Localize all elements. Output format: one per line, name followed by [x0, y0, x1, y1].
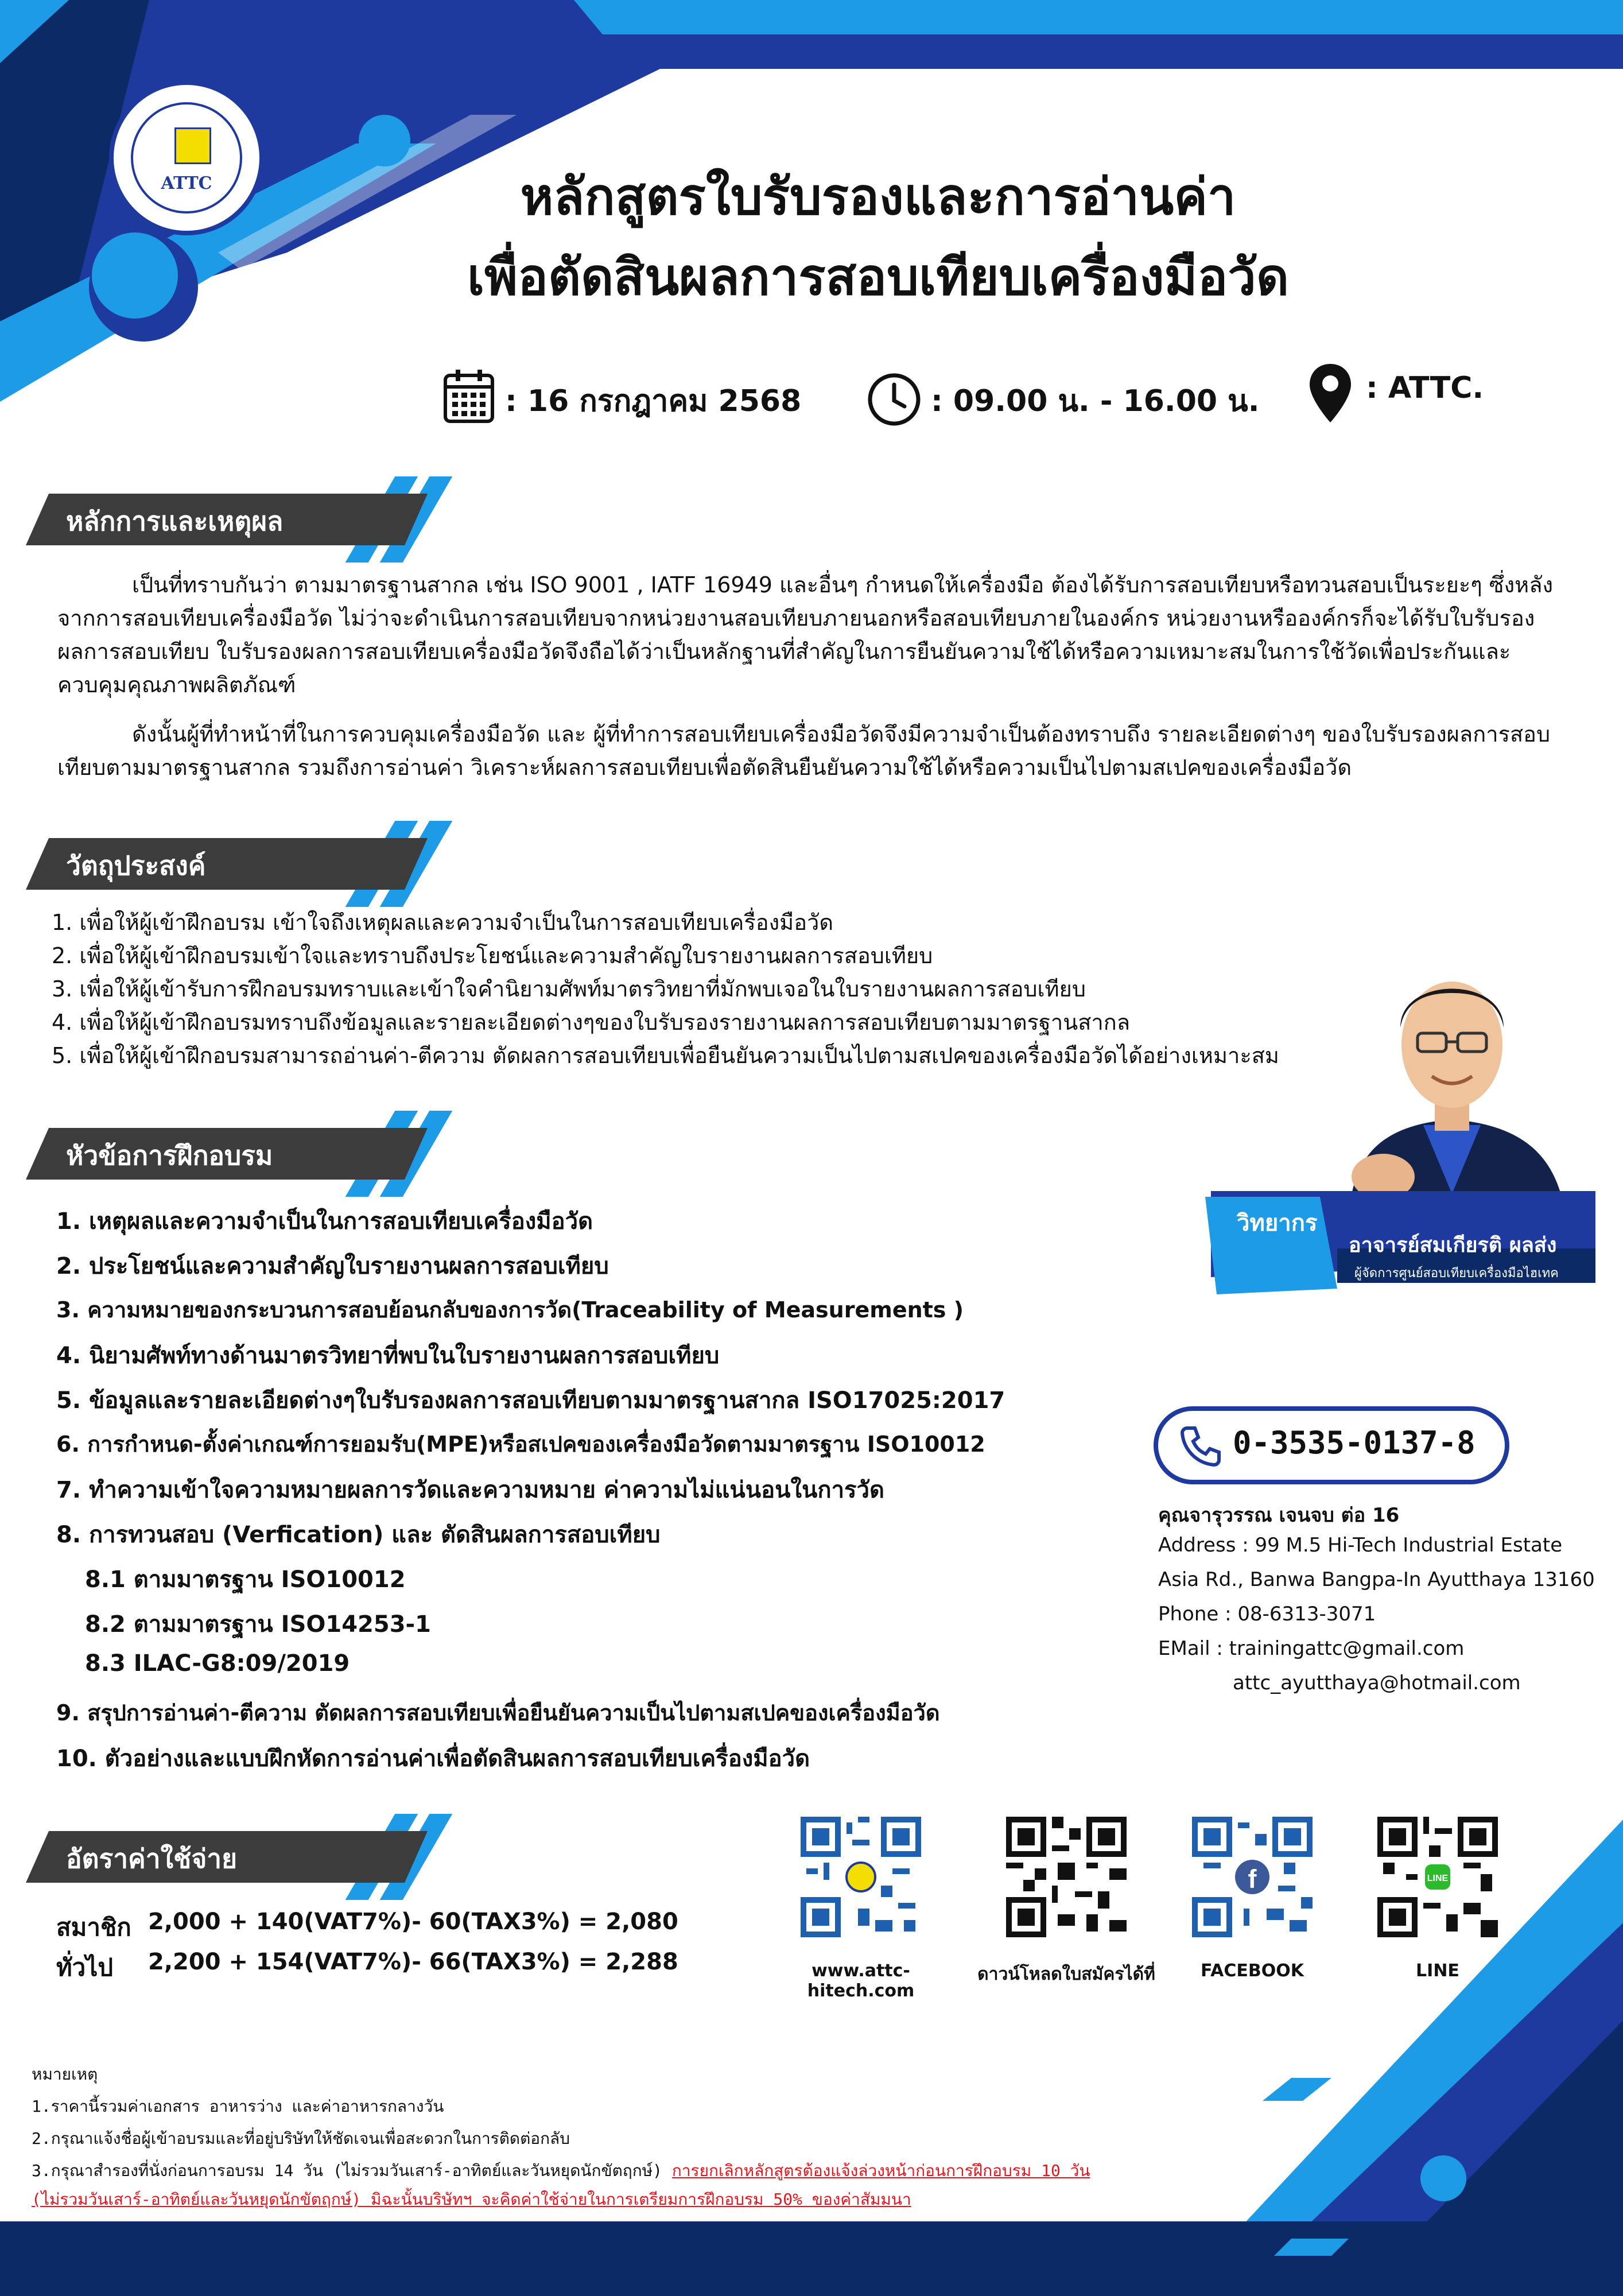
qr-caption-facebook[interactable]: FACEBOOK	[1201, 1961, 1304, 1981]
section-label: วัตถุประสงค์	[66, 850, 206, 881]
note-3	[32, 2158, 1090, 2183]
notes-heading: หมายเหตุ	[32, 2065, 98, 2084]
topic-item: 3. ความหมายของกระบวนการสอบย้อนกลับของการวัด(Traceability of Measurements )	[56, 1297, 964, 1322]
qr-code-facebook[interactable]	[1192, 1817, 1313, 1937]
topic-subitem: 8.3 ILAC-G8:09/2019	[85, 1650, 350, 1677]
topic-item: 2. ประโยชน์และความสำคัญใบรายงานผลการสอบเทียบ	[56, 1253, 609, 1279]
qr-code-application[interactable]	[1006, 1817, 1127, 1937]
section-label: อัตราค่าใช้จ่าย	[66, 1843, 238, 1874]
objective-item: 1. เพื่อให้ผู้เข้าฝึกอบรม เข้าใจถึงเหตุผลและความจำเป็นในการสอบเทียบเครื่องมือวัด	[52, 910, 834, 935]
contact-address-2: Asia Rd., Banwa Bangpa-In Ayutthaya 13160	[1158, 1568, 1595, 1591]
fee-member-value: 2,000 + 140(VAT7%)- 60(TAX3%) = 2,080	[148, 1909, 678, 1935]
objective-item: 3. เพื่อให้ผู้เข้ารับการฝึกอบรมทราบและเข้าใจคำนิยามศัพท์มาตรวิทยาที่มักพบเจอในใบรายงานผลการสอบเทียบ	[52, 976, 1086, 1002]
topic-subitem: 8.1 ตามมาตรฐาน ISO10012	[85, 1566, 406, 1593]
topic-item: 6. การกำหนด-ตั้งค่าเกณฑ์การยอมรับ(MPE)หรือสเปคของเครื่องมือวัดตามมาตรฐาน ISO10012	[56, 1432, 985, 1457]
contact-email-1[interactable]: EMail : trainingattc@gmail.com	[1158, 1637, 1465, 1660]
qr-caption-line[interactable]: LINE	[1416, 1961, 1459, 1981]
topic-item: 1. เหตุผลและความจำเป็นในการสอบเทียบเครื่องมือวัด	[56, 1208, 593, 1235]
event-time: : 09.00 น. - 16.00 น.	[931, 384, 1260, 418]
contact-person: คุณจารุวรรณ เจนจบ ต่อ 16	[1158, 1504, 1400, 1527]
trainer-photo	[1331, 930, 1572, 1228]
note-3-continued: (ไม่รวมวันเสาร์-อาทิตย์และวันหยุดนักขัตฤกษ์) มิฉะนั้นบริษัทฯ จะคิดค่าใช้จ่ายในการเตรียมการฝึกอบรม 50% ของค่าสัมมนา	[32, 2190, 911, 2209]
phone-icon	[1179, 1424, 1222, 1467]
section-header-objectives	[26, 838, 462, 890]
topic-subitem: 8.2 ตามมาตรฐาน ISO14253-1	[85, 1611, 431, 1638]
contact-email-2[interactable]: attc_ayutthaya@hotmail.com	[1233, 1671, 1521, 1694]
topic-item: 10. ตัวอย่างและแบบฝึกหัดการอ่านค่าเพื่อตัดสินผลการสอบเทียบเครื่องมือวัด	[56, 1746, 810, 1772]
svg-text:f: f	[1248, 1864, 1257, 1894]
location-pin-icon	[1307, 362, 1353, 425]
note-2: 2.กรุณาแจ้งชื่อผู้เข้าอบรมและที่อยู่บริษัทให้ชัดเจนเพื่อสะดวกในการติดต่อกลับ	[32, 2129, 570, 2148]
fee-general-value: 2,200 + 154(VAT7%)- 66(TAX3%) = 2,288	[148, 1949, 678, 1975]
objective-item: 5. เพื่อให้ผู้เข้าฝึกอบรมสามารถอ่านค่า-ตีความ ตัดผลการสอบเทียบเพื่อยืนยันความเป็นไปตามสเปคของเครื่องมือวัดได้อย่างเหมาะสม	[52, 1043, 1279, 1068]
logo-ring	[131, 102, 242, 214]
trainer-title: ผู้จัดการศูนย์สอบเทียบเครื่องมือไฮเทค	[1354, 1266, 1559, 1281]
logo-text: ATTC	[161, 173, 212, 193]
qr-caption-application[interactable]: ดาวน์โหลดใบสมัครได้ที่	[977, 1964, 1155, 1984]
logo-emblem-icon	[174, 127, 211, 164]
company-logo	[109, 80, 264, 235]
section-header-topics	[26, 1128, 462, 1180]
attc-logo-icon	[847, 1863, 875, 1891]
svg-text:LINE: LINE	[1427, 1874, 1449, 1883]
note-1: 1.ราคานี้รวมค่าเอกสาร อาหารว่าง และค่าอาหารกลางวัน	[32, 2097, 444, 2116]
trainer-role: วิทยากร	[1237, 1210, 1318, 1236]
calendar-icon	[443, 367, 495, 425]
topic-item: 9. สรุปการอ่านค่า-ตีความ ตัดผลการสอบเทียบเพื่อยืนยันความเป็นไปตามสเปคของเครื่องมือวัด	[56, 1700, 940, 1725]
event-date: : 16 กรกฎาคม 2568	[505, 384, 802, 418]
phone-number: 0-3535-0137-8	[1233, 1425, 1476, 1461]
contact-address-1: Address : 99 M.5 Hi-Tech Industrial Estate	[1158, 1534, 1563, 1557]
section-label: หัวข้อการฝึกอบรม	[66, 1140, 273, 1171]
qr-code-website[interactable]	[801, 1817, 921, 1937]
section-header-principle	[26, 494, 462, 545]
qr-caption-website[interactable]: www.attc-hitech.com	[807, 1961, 915, 2001]
qr-code-line[interactable]	[1377, 1817, 1498, 1937]
phone-pill[interactable]	[1154, 1406, 1509, 1484]
event-location: : ATTC.	[1366, 371, 1484, 405]
title-line-1: หลักสูตรใบรับรองและการอ่านค่า	[520, 167, 1236, 226]
section-label: หลักการและเหตุผล	[66, 506, 284, 537]
principle-paragraph-1: เป็นที่ทราบกันว่า ตามมาตรฐานสากล เช่น ISO 9001 , IATF 16949 และอื่นๆ กำหนดให้เครื่องมือ ต้องได้รับการสอบเทียบหรือทวนสอบเป็นระยะๆ ซึ่งหลังจากการสอบเทียบเครื่องมือวัด ไม่ว่าจะดำเนินการสอบเทียบจากหน่วยงานสอบเทียบภายนอกหรือสอบเทียบภายในองค์กร หน่วยงานหรือองค์กรก็จะได้รับใบรับรองผลการสอบเทียบ ใบรับรองผลการสอบเทียบเครื่องมือวัดจึงถือได้ว่าเป็นหลักฐานที่สำคัญในการยืนยันความใช้ได้หรือความเหมาะสมในการใช้วัดเพื่อประกันและควบคุมคุณภาพผลิตภัณฑ์	[57, 572, 1554, 697]
principle-paragraph-2: ดังนั้นผู้ที่ทำหน้าที่ในการควบคุมเครื่องมือวัด และ ผู้ที่ทำการสอบเทียบเครื่องมือวัดจึงมีความจำเป็นต้องทราบถึง รายละเอียดต่างๆ ของใบรับรองผลการสอบเทียบตามมาตรฐานสากล รวมถึงการอ่านค่า วิเคราะห์ผลการสอบเทียบเพื่อตัดสินยืนยันความใช้ได้หรือความเป็นไปตามสเปคของเครื่องมือวัด	[57, 722, 1551, 780]
objective-item: 4. เพื่อให้ผู้เข้าฝึกอบรมทราบถึงข้อมูลและรายละเอียดต่างๆของใบรับรองรายงานผลการสอบเทียบตามมาตรฐานสากล	[52, 1010, 1131, 1035]
fee-member-label: สมาชิก	[56, 1913, 131, 1941]
note-3-text: 3.กรุณาสำรองที่นั่งก่อนการอบรม 14 วัน (ไม่รวมวันเสาร์-อาทิตย์และวันหยุดนักขัตฤกษ์)	[32, 2161, 672, 2180]
objective-item: 2. เพื่อให้ผู้เข้าฝึกอบรมเข้าใจและทราบถึงประโยชน์และความสำคัญใบรายงานผลการสอบเทียบ	[52, 943, 933, 968]
topic-item: 8. การทวนสอบ (Verfication) และ ตัดสินผลการสอบเทียบ	[56, 1522, 661, 1548]
contact-phone-line: Phone : 08-6313-3071	[1158, 1603, 1376, 1626]
topic-item: 4. นิยามศัพท์ทางด้านมาตรวิทยาที่พบในใบรายงานผลการสอบเทียบ	[56, 1343, 720, 1369]
title-line-2: เพื่อตัดสินผลการสอบเทียบเครื่องมือวัด	[467, 247, 1289, 307]
topic-item: 5. ข้อมูลและรายละเอียดต่างๆใบรับรองผลการสอบเทียบตามมาตรฐานสากล ISO17025:2017	[56, 1387, 1005, 1414]
fee-general-label: ทั่วไป	[56, 1953, 114, 1981]
trainer-name: อาจารย์สมเกียรติ ผลส่ง	[1349, 1234, 1557, 1257]
clock-icon	[867, 372, 922, 427]
note-3-cancellation: การยกเลิกหลักสูตรต้องแจ้งล่วงหน้าก่อนการฝึกอบรม 10 วัน	[671, 2161, 1090, 2180]
topic-item: 7. ทำความเข้าใจความหมายผลการวัดและความหมาย ค่าความไม่แน่นอนในการวัด	[56, 1477, 884, 1503]
section-header-fees	[26, 1831, 462, 1883]
